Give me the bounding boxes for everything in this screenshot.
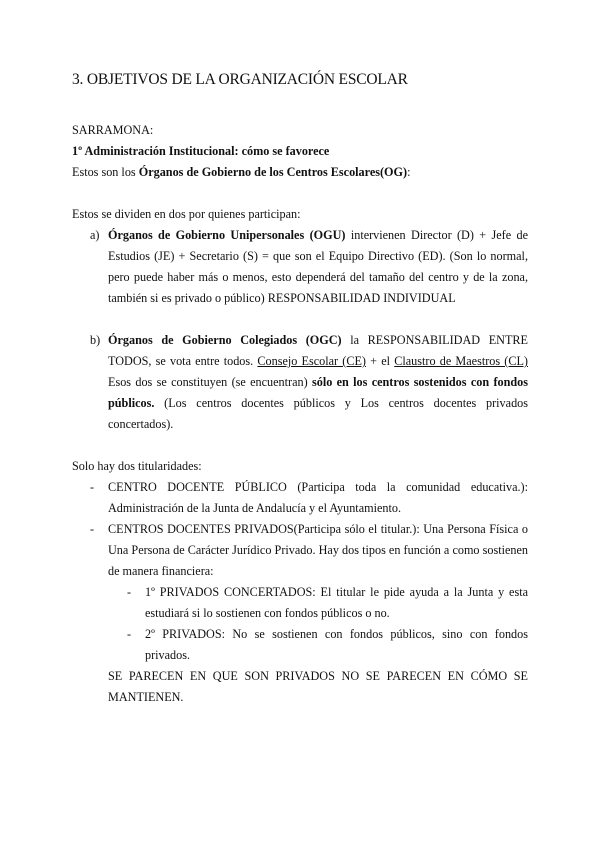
item-a-text: intervienen Director (D) + Jefe de Estudios (JE) + Secretario (S) = que son el Equipo Directivo (ED). (Son lo normal, pero puede haber más o menos, esto dependerá del tamaño del centro y de la zona, también si es privado o público) RESPONSABILIDAD INDIVIDUAL [108,228,529,305]
sub-bullet-marker: - [127,627,132,641]
item-b-paragraph [108,330,528,435]
bullet-marker: - [90,480,95,494]
intro-suffix: : [407,165,411,179]
item-a-bold: Órganos de Gobierno Unipersonales (OGU) [108,228,346,242]
sub-bullet-concertados: 1º PRIVADOS CONCERTADOS: El titular le pide ayuda a la Junta y esta estudiará si lo sostienen con fondos públicos o no. [145,585,528,620]
bullet-marker: - [90,522,95,536]
item-b-text1: la RESPONSABILIDAD ENTRE TODOS, se vota entre todos. [108,333,528,368]
item-a-paragraph [108,225,528,309]
closing-paragraph: SE PARECEN EN QUE SON PRIVADOS NO SE PARECEN EN CÓMO SE MANTIENEN. [108,669,528,704]
division-paragraph: Estos se dividen en dos por quienes participan: [72,207,301,221]
intro-prefix: Estos son los [72,165,139,179]
sub-bullet-privados: 2º PRIVADOS: No se sostienen con fondos públicos, sino con fondos privados. [145,627,528,662]
item-b-text3: Esos dos se constituyen (se encuentran) [108,375,312,389]
bullet-publico: CENTRO DOCENTE PÚBLICO (Participa toda la comunidad educativa.): Administración de la Junta de Andalucía y el Ayuntamiento. [108,480,528,515]
sub-bullet-marker: - [127,585,132,599]
item-b-bold: Órganos de Gobierno Colegiados (OGC) [108,333,342,347]
item-a-marker: a) [90,228,100,242]
item-b-text2: + el [365,354,395,368]
intro-bold: Órganos de Gobierno de los Centros Escolares(OG) [138,165,408,179]
section-title: 1º Administración Institucional: cómo se favorece [72,144,330,158]
intro-paragraph [72,162,528,183]
bullet-privados: CENTROS DOCENTES PRIVADOS(Participa sólo el titular.): Una Persona Física o Una Persona de Carácter Jurídico Privado. Hay dos tipos en función a como sostienen de manera financiera: [108,522,528,578]
consejo-escolar-link[interactable]: Consejo Escolar (CE) [257,354,366,368]
author-label: SARRAMONA: [72,123,154,137]
page-title: 3. OBJETIVOS DE LA ORGANIZACIÓN ESCOLAR [72,71,408,88]
item-b-text4: (Los centros docentes públicos y Los centros docentes privados concertados). [108,396,528,431]
item-b-marker: b) [90,333,101,347]
claustro-maestros-link[interactable]: Claustro de Maestros (CL) [394,354,528,368]
titularidades-paragraph: Solo hay dos titularidades: [72,459,202,473]
item-b-bold2: sólo en los centros sostenidos con fondos públicos. [108,375,528,410]
